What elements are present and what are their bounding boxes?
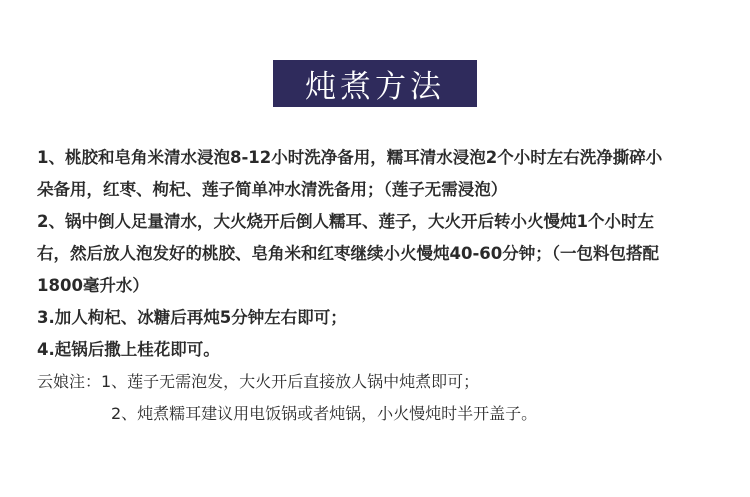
instruction-line: 2、锅中倒人足量清水，大火烧开后倒人糯耳、莲子，大火开后转小火慢炖1个小时左 — [37, 212, 654, 231]
instruction-line: 1800毫升水） — [37, 276, 149, 295]
note-line: 云娘注：1、莲子无需泡发，大火开后直接放人锅中炖煮即可； — [37, 372, 480, 391]
instruction-line: 右，然后放人泡发好的桃胶、皂角米和红枣继续小火慢炖40-60分钟；（一包料包搭配 — [37, 244, 660, 263]
instruction-line: 朵备用，红枣、枸杞、莲子简单冲水清洗备用；（莲子无需浸泡） — [37, 180, 508, 199]
instruction-line: 4.起锅后撒上桂花即可。 — [37, 340, 220, 359]
instructions-body — [37, 142, 732, 430]
instruction-line: 3.加人枸杞、冰糖后再炖5分钟左右即可； — [37, 308, 347, 327]
instruction-line: 1、桃胶和皂角米清水浸泡8-12小时洗净备用，糯耳清水浸泡2个小时左右洗净撕碎小 — [37, 148, 663, 167]
note-line: 2、炖煮糯耳建议用电饭锅或者炖锅，小火慢炖时半开盖子。 — [111, 404, 538, 423]
section-title: 炖煮方法 — [273, 60, 477, 107]
